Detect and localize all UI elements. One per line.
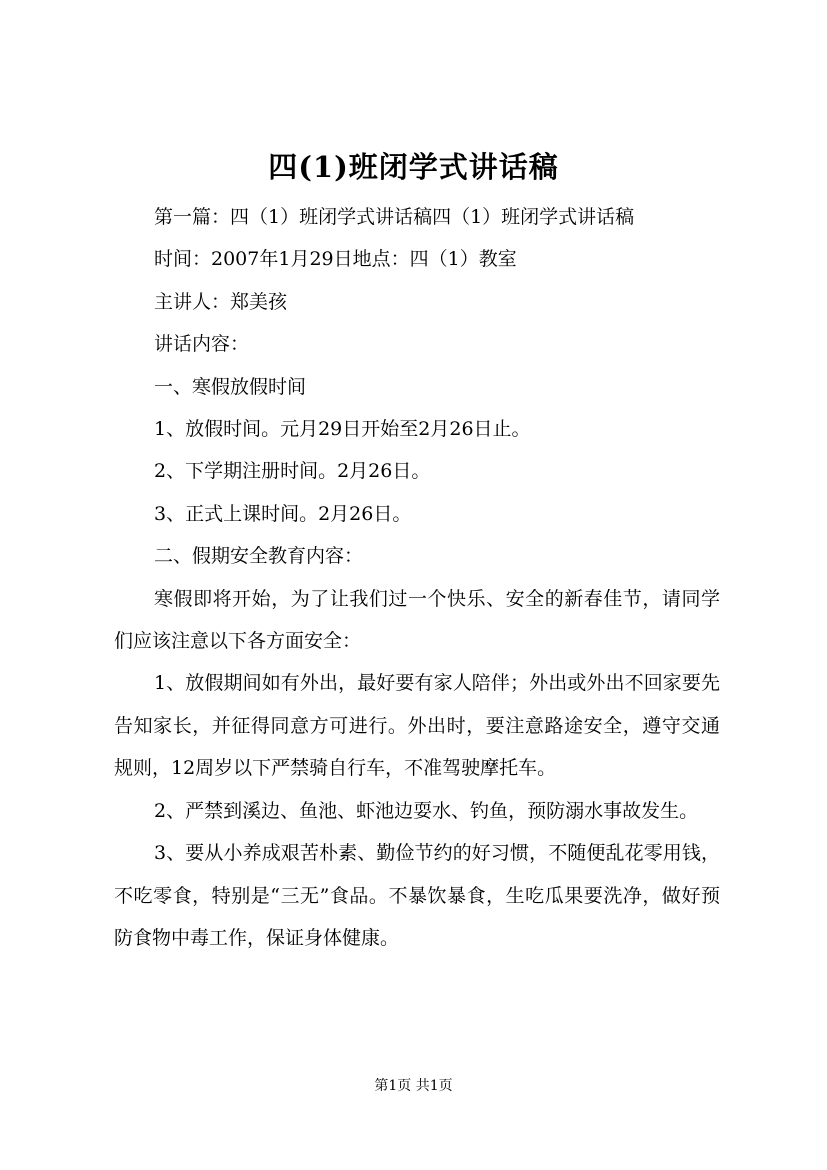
paragraph-heading-first-article: 第一篇：四（1）班闭学式讲话稿四（1）班闭学式讲话稿: [154, 206, 635, 228]
paragraph-safety-food: 3、要从小养成艰苦朴素、勤俭节约的好习惯，不随便乱花零用钱，不吃零食，特别是“三无”食品。不暴饮暴食，生吃瓜果要洗净，做好预防食物中毒工作，保证身体健康。: [114, 842, 720, 949]
paragraph-safety-intro: 寒假即将开始，为了让我们过一个快乐、安全的新春佳节，请同学们应该注意以下各方面安全：: [114, 587, 720, 653]
paragraph-content-label: 讲话内容：: [154, 333, 250, 356]
paragraph-class-start-time: 3、正式上课时间。2月26日。: [154, 502, 412, 525]
document-title: 四(1)班闭学式讲话稿: [268, 150, 559, 184]
paragraph-time-location: 时间：2007年1月29日地点：四（1）教室: [154, 248, 517, 271]
paragraph-safety-water: 2、严禁到溪边、鱼池、虾池边耍水、钓鱼，预防溺水事故发生。: [154, 799, 699, 822]
paragraph-registration-time: 2、下学期注册时间。2月26日。: [154, 460, 431, 483]
paragraph-safety-travel: 1、放假期间如有外出，最好要有家人陪伴；外出或外出不回家要先告知家长，并征得同意方可进行。外出时，要注意路途安全，遵守交通规则，12周岁以下严禁骑自行车，不准驾驶摩托车。: [114, 672, 720, 780]
paragraph-section-one-heading: 一、寒假放假时间: [154, 375, 307, 398]
page-footer: 第1页 共1页: [374, 1078, 453, 1094]
document-body: [114, 196, 720, 959]
paragraph-section-two-heading: 二、假期安全教育内容：: [154, 545, 364, 568]
paragraph-holiday-time: 1、放假时间。元月29日开始至2月26日止。: [154, 418, 531, 441]
paragraph-speaker: 主讲人：郑美孩: [154, 290, 288, 313]
